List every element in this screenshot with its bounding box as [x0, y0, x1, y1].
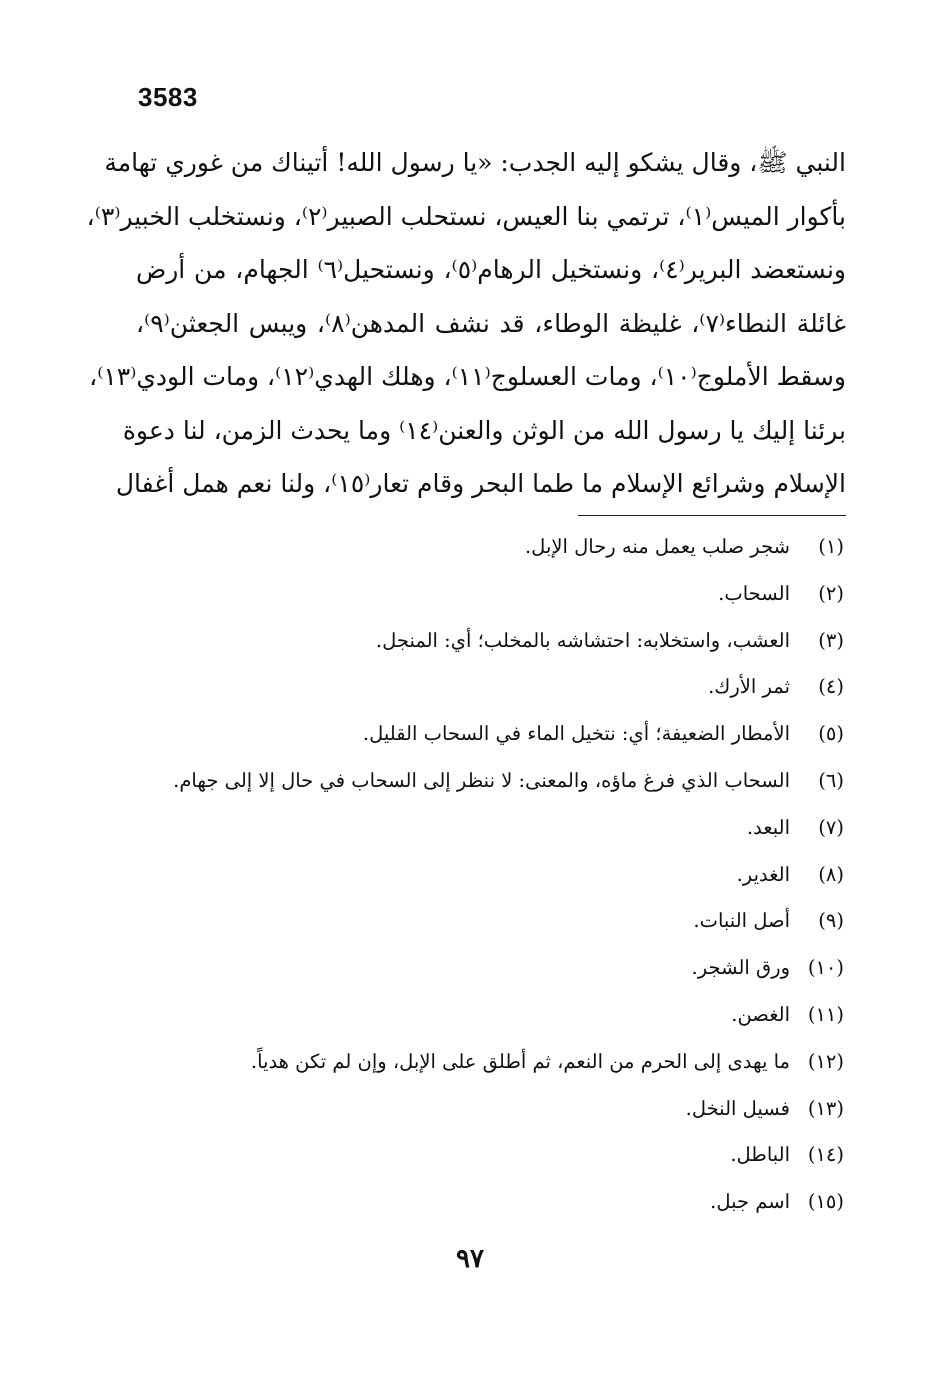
page-number: ٩٧: [456, 1244, 484, 1274]
footnote-number: (١٣): [807, 1096, 844, 1120]
footnote: [124, 758, 844, 805]
page-id: 3583: [138, 82, 198, 112]
footnote: [124, 524, 844, 571]
text-line: وسقط الأملوج⁽١٠⁾، ومات العسلوج⁽١١⁾، وهلك الهدي⁽١٢⁾، ومات الودي⁽١٣⁾،: [89, 362, 846, 391]
footnote-number: (١٠): [807, 956, 844, 980]
footnote-text: العشب، واستخلابه: احتشاشه بالمخلب؛ أي: المنجل.: [375, 628, 790, 652]
footnote-number: (٤): [818, 675, 844, 699]
footnote: [124, 1039, 844, 1086]
footnote-text: ما يهدى إلى الحرم من النعم، ثم أطلق على الإبل، وإن لم تكن هدياً.: [250, 1049, 790, 1073]
footnote-text: ورق الشجر.: [691, 956, 790, 980]
footnote-number: (٩): [818, 909, 844, 933]
footnote: [124, 992, 844, 1039]
footnotes: [124, 524, 844, 1226]
text-line: الإسلام وشرائع الإسلام ما طما البحر وقام تعار⁽١٥⁾، ولنا نعم همل أغفال: [115, 469, 846, 498]
footnote: [124, 664, 844, 711]
footnote-text: الأمطار الضعيفة؛ أي: نتخيل الماء في السحاب القليل.: [362, 722, 790, 746]
footnote-text: اسم جبل.: [710, 1190, 790, 1214]
footnote-text: شجر صلب يعمل منه رحال الإبل.: [524, 535, 790, 558]
footnote-number: (٢): [818, 581, 844, 605]
footnote: [124, 898, 844, 945]
footnote-text: السحاب.: [718, 581, 790, 605]
text-line: النبي ﷺ، وقال يشكو إليه الجدب: «يا رسول الله! أتيناك من غوري تهامة: [104, 148, 846, 177]
footnote-number: (١): [818, 535, 844, 558]
text-line: غائلة النطاء⁽٧⁾، غليظة الوطاء، قد نشف المدهن⁽٨⁾، ويبس الجعثن⁽٩⁾،: [136, 308, 846, 338]
text-line: بأكوار الميس⁽١⁾، ترتمي بنا العيس، نستحلب الصبير⁽٢⁾، ونستخلب الخبير⁽٣⁾،: [86, 201, 846, 231]
footnote-number: (١٢): [807, 1049, 844, 1073]
footnote-number: (٨): [818, 862, 844, 886]
footnote-text: الغصن.: [731, 1002, 790, 1026]
footnote-number: (١٤): [807, 1143, 844, 1167]
footnote-text: الباطل.: [730, 1143, 790, 1167]
footnote-separator: [578, 515, 846, 516]
footnote: [124, 618, 844, 665]
footnote-text: البعد.: [746, 815, 790, 839]
footnote: [124, 945, 844, 992]
footnote-text: السحاب الذي فرغ ماؤه، والمعنى: لا ننظر إلى السحاب في حال إلا إلى جهام.: [173, 768, 790, 792]
footnote: [124, 571, 844, 618]
text-line: برئنا إليك يا رسول الله من الوثن والعنن⁽١٤⁾ وما يحدث الزمن، لنا دعوة: [122, 415, 846, 445]
footnote-number: (٧): [818, 815, 844, 839]
footnote-number: (٦): [818, 768, 844, 792]
footnote-number: (١١): [807, 1002, 844, 1026]
footnote-text: الغدير.: [736, 862, 790, 886]
footnote-number: (١٥): [807, 1190, 844, 1214]
text-line: ونستعضد البرير⁽٤⁾، ونستخيل الرهام⁽٥⁾، ونستحيل⁽٦⁾ الجهام، من أرض: [136, 255, 847, 284]
footnote-text: ثمر الأرك.: [708, 675, 790, 699]
footnote: [124, 805, 844, 852]
footnote-text: فسيل النخل.: [685, 1096, 790, 1120]
footnote-number: (٥): [818, 722, 844, 746]
footnote: [124, 852, 844, 899]
footnote: [124, 1132, 844, 1179]
footnote: [124, 711, 844, 758]
footnote-number: (٣): [818, 628, 844, 652]
footnote-text: أصل النبات.: [693, 909, 790, 933]
main-text: [86, 136, 847, 511]
footnote: [124, 1086, 844, 1133]
footnote: [124, 1179, 844, 1226]
